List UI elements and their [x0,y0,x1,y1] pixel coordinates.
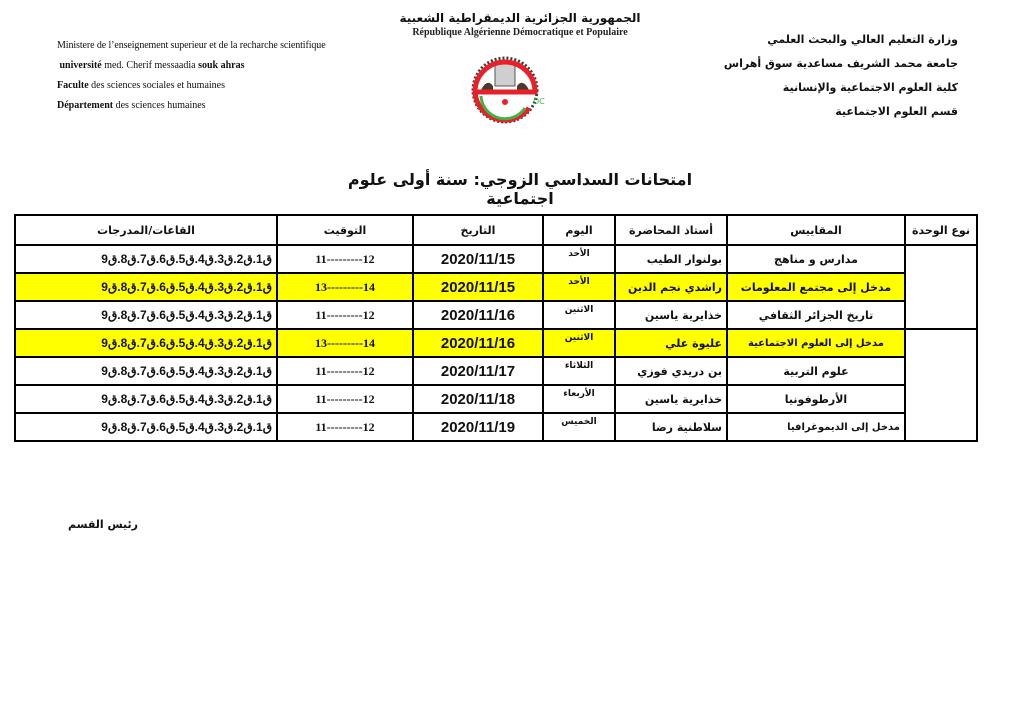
day-cell: الأحد [543,245,615,273]
date-cell: 2020/11/17 [413,357,543,385]
date-cell: 2020/11/15 [413,245,543,273]
exam-schedule-table [14,214,978,442]
day-cell: الأحد [543,273,615,301]
time-cell: 11---------12 [277,245,413,273]
ministry-line: Ministere de l’enseignement superieur et de la recharche scientifique [57,40,326,51]
table-header-row [15,215,977,245]
date-cell: 2020/11/19 [413,413,543,441]
unit-cell [905,245,977,329]
date-cell: 2020/11/16 [413,301,543,329]
table-row [15,245,977,273]
day-cell: الثلاثاء [543,357,615,385]
department-ar: قسم العلوم الاجتماعية [835,105,958,118]
rooms-cell: ق1.ق2.ق3.ق4.ق5.ق6.ق7.ق8.ق9 [15,385,277,413]
svg-text:DC: DC [533,97,545,106]
subject-cell: الأرطوفونيا [727,385,905,413]
header-date: التاريخ [413,215,543,245]
header-right-arabic [724,28,958,124]
subject-cell: مدخل إلى مجتمع المعلومات [727,273,905,301]
subject-cell: علوم التربية [727,357,905,385]
subject-cell: مدارس و مناهج [727,245,905,273]
header-time: التوقيت [277,215,413,245]
university-ar: جامعة محمد الشريف مساعدية سوق أهراس [723,57,958,70]
rooms-cell: ق1.ق2.ق3.ق4.ق5.ق6.ق7.ق8.ق9 [15,413,277,441]
header-day: اليوم [543,215,615,245]
time-cell: 11---------12 [277,413,413,441]
professor-cell: خذايرية ياسين [615,301,727,329]
header-unit: نوع الوحدة [905,215,977,245]
table-row [15,301,977,329]
table-row [15,385,977,413]
header-subject: المقاييس [727,215,905,245]
time-cell: 11---------12 [277,385,413,413]
header-center [395,10,645,40]
date-cell: 2020/11/15 [413,273,543,301]
header-left-french [57,36,326,116]
time-cell: 11---------12 [277,357,413,385]
university-logo-icon [467,50,547,130]
header-professor: أستاذ المحاضرة [615,215,727,245]
rooms-cell: ق1.ق2.ق3.ق4.ق5.ق6.ق7.ق8.ق9 [15,329,277,357]
time-cell: 11---------12 [277,301,413,329]
rooms-cell: ق1.ق2.ق3.ق4.ق5.ق6.ق7.ق8.ق9 [15,301,277,329]
faculty-line: Faculte des sciences sociales et humaines [57,80,225,91]
professor-cell: بن دريدي فوزي [615,357,727,385]
day-cell: الأربعاء [543,385,615,413]
table-row [15,357,977,385]
professor-cell: خذايرية ياسين [615,385,727,413]
day-cell: الخميس [543,413,615,441]
rooms-cell: ق1.ق2.ق3.ق4.ق5.ق6.ق7.ق8.ق9 [15,273,277,301]
republic-arabic: الجمهورية الجزائرية الديمقراطية الشعبية [399,11,641,25]
subject-cell: تاريخ الجزائر الثقافي [727,301,905,329]
republic-french: République Algérienne Démocratique et Populaire [412,27,628,38]
day-cell: الاثنين [543,329,615,357]
faculty-ar: كلية العلوم الاجتماعية والإنسانية [782,81,958,94]
table-row [15,329,977,357]
professor-cell: عليوة علي [615,329,727,357]
subject-cell: مدخل إلى العلوم الاجتماعية [727,329,905,357]
page-title: امتحانات السداسي الزوجي: سنة أولى علوم اجتماعية [347,170,693,208]
unit-cell [905,329,977,441]
table-row [15,413,977,441]
table-row [15,273,977,301]
date-cell: 2020/11/16 [413,329,543,357]
professor-cell: راشدي نجم الدين [615,273,727,301]
time-cell: 13---------14 [277,329,413,357]
department-head-signature: رئيس القسم [68,518,138,531]
university-line: université med. Cherif messaadia souk ahras [59,60,245,71]
ministry-ar: وزارة التعليم العالي والبحث العلمي [767,33,958,46]
day-cell: الاثنين [543,301,615,329]
professor-cell: بولنوار الطيب [615,245,727,273]
department-line: Département des sciences humaines [57,100,206,111]
rooms-cell: ق1.ق2.ق3.ق4.ق5.ق6.ق7.ق8.ق9 [15,245,277,273]
rooms-cell: ق1.ق2.ق3.ق4.ق5.ق6.ق7.ق8.ق9 [15,357,277,385]
professor-cell: سلاطنية رضا [615,413,727,441]
header-rooms: القاعات/المدرجات [15,215,277,245]
subject-cell: مدخل إلى الديموغرافيا [727,413,905,441]
time-cell: 13---------14 [277,273,413,301]
date-cell: 2020/11/18 [413,385,543,413]
